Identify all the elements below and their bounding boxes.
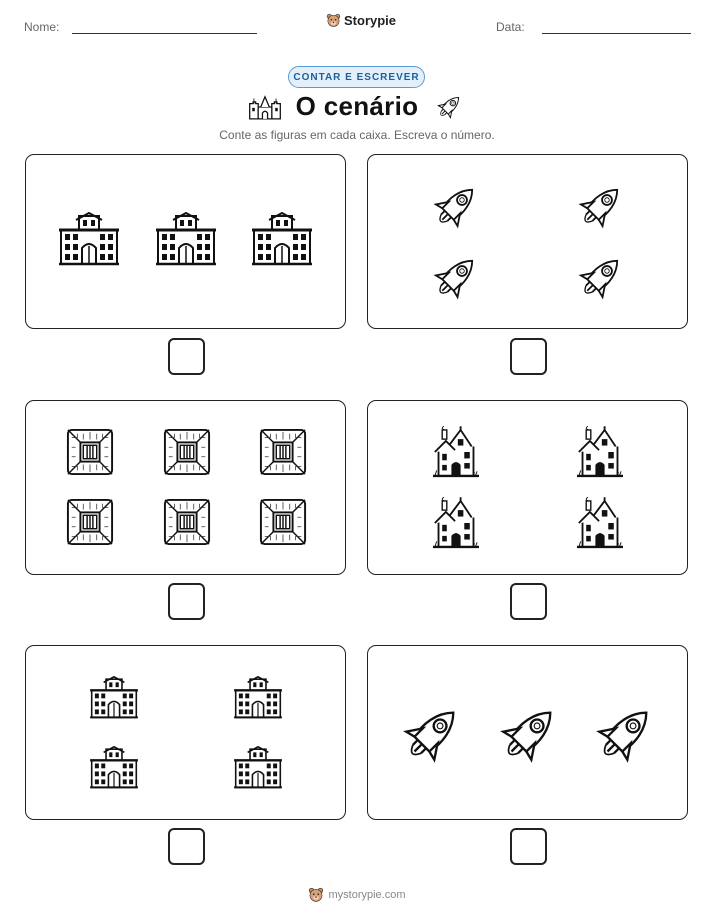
answer-box-3[interactable] xyxy=(168,583,205,620)
haunted-house-icon xyxy=(433,497,479,549)
counting-box-3 xyxy=(25,400,346,575)
answer-box-4[interactable] xyxy=(510,583,547,620)
rocket-icon xyxy=(573,251,627,305)
counting-box-5 xyxy=(25,645,346,820)
counting-box-1 xyxy=(25,154,346,329)
rocket-icon xyxy=(428,251,482,305)
school-building-icon xyxy=(156,212,216,266)
school-building-icon xyxy=(59,212,119,266)
school-building-icon xyxy=(234,746,282,789)
school-building-icon xyxy=(90,676,138,719)
answer-box-6[interactable] xyxy=(510,828,547,865)
counting-box-2 xyxy=(367,154,688,329)
stone-window-icon xyxy=(66,428,114,476)
page-title: O cenário xyxy=(295,91,419,121)
rocket-icon xyxy=(493,700,563,770)
stone-window-icon xyxy=(259,428,307,476)
rocket-icon xyxy=(589,700,659,770)
stone-window-icon xyxy=(163,428,211,476)
footer xyxy=(0,887,714,903)
brand-name: Storypie xyxy=(344,13,397,28)
haunted-house-icon xyxy=(433,426,479,478)
haunted-house-icon xyxy=(577,497,623,549)
castle-icon xyxy=(248,93,282,121)
stone-window-icon xyxy=(66,498,114,546)
counting-box-4 xyxy=(367,400,688,575)
bear-mascot-icon xyxy=(308,887,324,903)
stone-window-icon xyxy=(259,498,307,546)
rocket-icon xyxy=(573,180,627,234)
stone-window-icon xyxy=(163,498,211,546)
name-field-line[interactable] xyxy=(72,33,257,34)
answer-box-1[interactable] xyxy=(168,338,205,375)
rocket-icon xyxy=(432,92,466,122)
answer-box-2[interactable] xyxy=(510,338,547,375)
date-label: Data: xyxy=(496,20,525,34)
haunted-house-icon xyxy=(577,426,623,478)
school-building-icon xyxy=(90,746,138,789)
brand-logo xyxy=(326,13,396,28)
school-building-icon xyxy=(234,676,282,719)
footer-url[interactable]: mystorypie.com xyxy=(328,889,406,901)
date-field-line[interactable] xyxy=(542,33,691,34)
bear-mascot-icon xyxy=(326,13,341,28)
answer-box-5[interactable] xyxy=(168,828,205,865)
instructions: Conte as figuras em cada caixa. Escreva o número. xyxy=(219,128,495,142)
rocket-icon xyxy=(396,700,466,770)
name-label: Nome: xyxy=(24,20,60,34)
counting-box-6 xyxy=(367,645,688,820)
rocket-icon xyxy=(428,180,482,234)
school-building-icon xyxy=(252,212,312,266)
title-row xyxy=(0,91,714,122)
activity-badge: CONTAR E ESCREVER xyxy=(288,66,425,88)
